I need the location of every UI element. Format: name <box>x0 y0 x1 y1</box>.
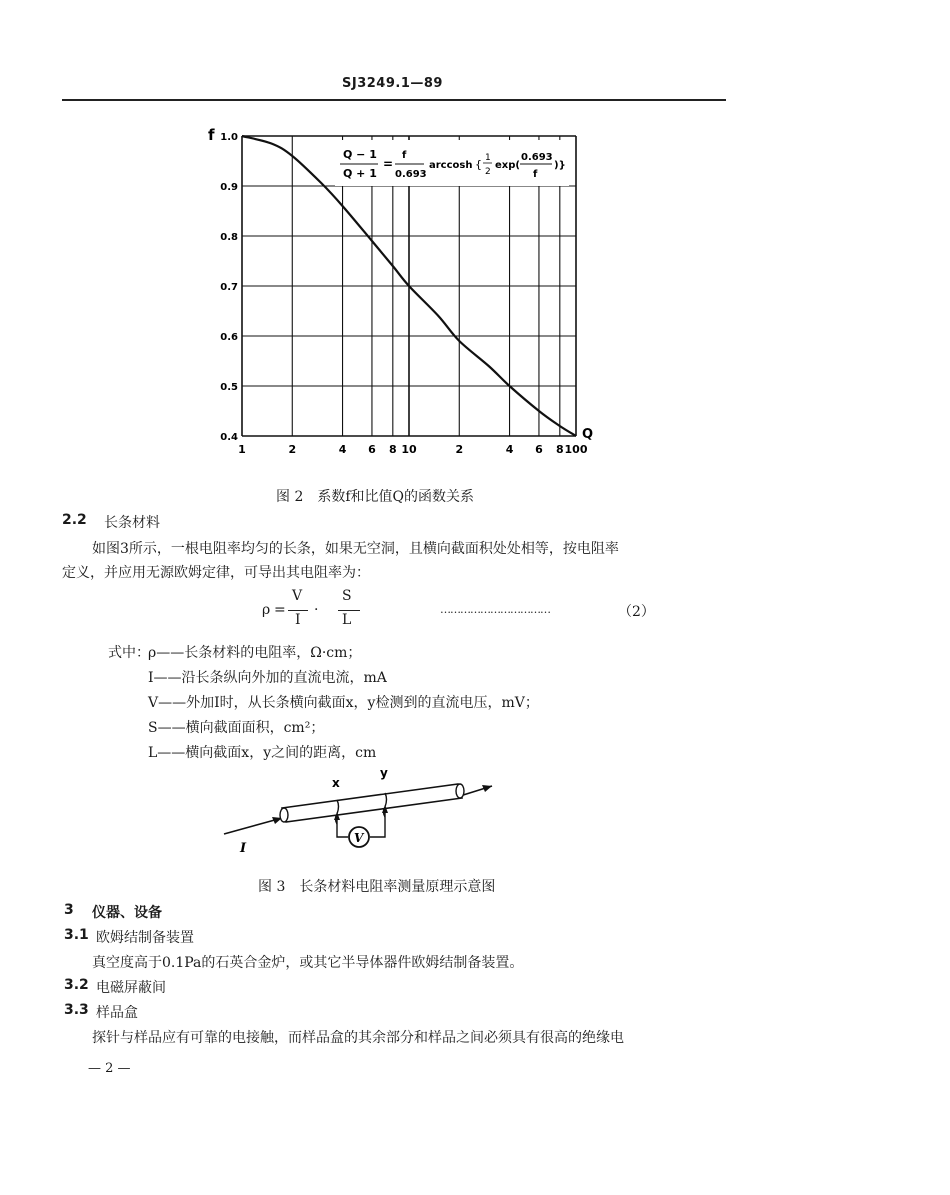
annotation-exp-den: f <box>533 169 538 180</box>
annotation-exp-num: 0.693 <box>521 152 553 163</box>
formula-s: S <box>342 588 352 604</box>
y-tick-label: 0.7 <box>220 282 238 293</box>
section-3-1-text: 真空度高于0.1Pa的石英合金炉，或其它半导体器件欧姆结制备装置。 <box>92 955 524 971</box>
section-2-2-paragraph-line-2: 定义，并应用无源欧姆定律，可导出其电阻率为： <box>62 565 370 581</box>
x-tick-label: 4 <box>338 443 347 456</box>
y-tick-label: 0.9 <box>220 182 238 193</box>
annotation-half-den: 2 <box>485 167 491 177</box>
formula-fraction-bar-2 <box>338 610 360 611</box>
section-3-1-title: 欧姆结制备装置 <box>96 930 194 946</box>
y-tick-label: 0.4 <box>220 432 238 443</box>
section-3-3-text: 探针与样品应有可靠的电接触，而样品盒的其余部分和样品之间必须具有很高的绝缘电 <box>92 1030 624 1046</box>
annotation-lhs-num: Q − 1 <box>343 148 377 161</box>
section-2-2-number: 2.2 <box>62 512 87 528</box>
voltmeter-label: V <box>354 831 364 845</box>
figure-2-caption: 图 2 系数f和比值Q的函数关系 <box>276 489 475 505</box>
chart-svg <box>200 118 610 468</box>
annotation-close: )} <box>554 160 566 171</box>
section-3-2-title: 电磁屏蔽间 <box>96 980 166 996</box>
annotation-rhs-den: 0.693 <box>395 169 427 180</box>
formula-i: I <box>295 612 301 628</box>
annotation-brace-open: { <box>475 158 482 171</box>
x-tick-label: 10 <box>401 443 417 456</box>
header-rule <box>62 99 726 101</box>
standard-code: SJ3249.1—89 <box>342 76 443 91</box>
annotation-exp: exp( <box>495 160 520 171</box>
section-2-2-title: 长条材料 <box>104 515 160 531</box>
x-tick-label: 6 <box>368 443 376 456</box>
variable-definition: L——横向截面x，y之间的距离，cm <box>148 745 377 761</box>
variable-definition: V——外加I时，从长条横向截面x，y检测到的直流电压，mV； <box>148 695 539 711</box>
current-arrowhead-right <box>482 785 492 792</box>
figure-3-caption: 图 3 长条材料电阻率测量原理示意图 <box>258 879 496 895</box>
resistivity-formula <box>262 588 382 636</box>
schematic-svg <box>220 762 510 862</box>
y-tick-label: 0.6 <box>220 332 238 343</box>
formula-l: L <box>342 612 352 628</box>
bar-end-right <box>456 784 464 798</box>
annotation-func: arccosh <box>429 160 473 171</box>
section-3-2-number: 3.2 <box>64 977 89 993</box>
x-tick-label: 6 <box>535 443 543 456</box>
x-tick-label: 2 <box>455 443 464 456</box>
x-axis-label: Q <box>582 427 594 442</box>
annotation-rhs-num: f <box>402 150 407 161</box>
formula-leader-dots: …………………………… <box>440 603 550 616</box>
y-axis-label: f <box>208 126 215 144</box>
formula-fraction-bar-1 <box>288 610 308 611</box>
bar-end-left <box>280 808 288 822</box>
x-tick-label: 1 <box>238 443 246 456</box>
sample-bar <box>282 784 462 822</box>
formula-number: （2） <box>618 604 655 620</box>
variable-definition: ρ——长条材料的电阻率，Ω·cm； <box>148 645 362 661</box>
formula-v: V <box>292 588 303 604</box>
chart-annotation-formula <box>335 140 569 186</box>
section-3-1-number: 3.1 <box>64 927 89 943</box>
annotation-half-num: 1 <box>485 153 491 163</box>
y-tick-label: 0.8 <box>220 232 238 243</box>
variable-definition: S——横向截面面积，cm²； <box>148 720 325 736</box>
x-tick-label: 100 <box>564 443 588 456</box>
formula-dot: · <box>314 602 319 618</box>
formula-equals: = <box>274 602 286 618</box>
label-current: I <box>240 841 247 856</box>
x-tick-label: 2 <box>288 443 297 456</box>
where-label: 式中： <box>108 645 150 661</box>
section-3-title: 仪器、设备 <box>92 905 162 921</box>
figure-3-schematic <box>220 762 510 862</box>
section-3-3-number: 3.3 <box>64 1002 89 1018</box>
y-tick-label: 0.5 <box>220 382 238 393</box>
figure-2-chart <box>200 118 610 468</box>
section-3-number: 3 <box>64 902 74 918</box>
section-3-3-title: 样品盒 <box>96 1005 138 1021</box>
y-tick-label: 1.0 <box>220 132 238 143</box>
variable-definition: I——沿长条纵向外加的直流电流，mA <box>148 670 387 686</box>
page-number: — 2 — <box>88 1061 131 1076</box>
x-tick-label: 8 <box>555 443 564 456</box>
label-y: y <box>380 766 388 780</box>
label-x: x <box>332 776 340 790</box>
x-tick-label: 4 <box>505 443 514 456</box>
section-2-2-paragraph-line-1: 如图3所示，一根电阻率均匀的长条，如果无空洞，且横向截面积处处相等，按电阻率 <box>92 541 619 557</box>
current-lead-left <box>224 818 282 834</box>
annotation-lhs-den: Q + 1 <box>343 167 377 180</box>
annotation-eq: = <box>383 157 394 171</box>
x-tick-label: 8 <box>388 443 397 456</box>
formula-rho: ρ <box>262 602 271 618</box>
